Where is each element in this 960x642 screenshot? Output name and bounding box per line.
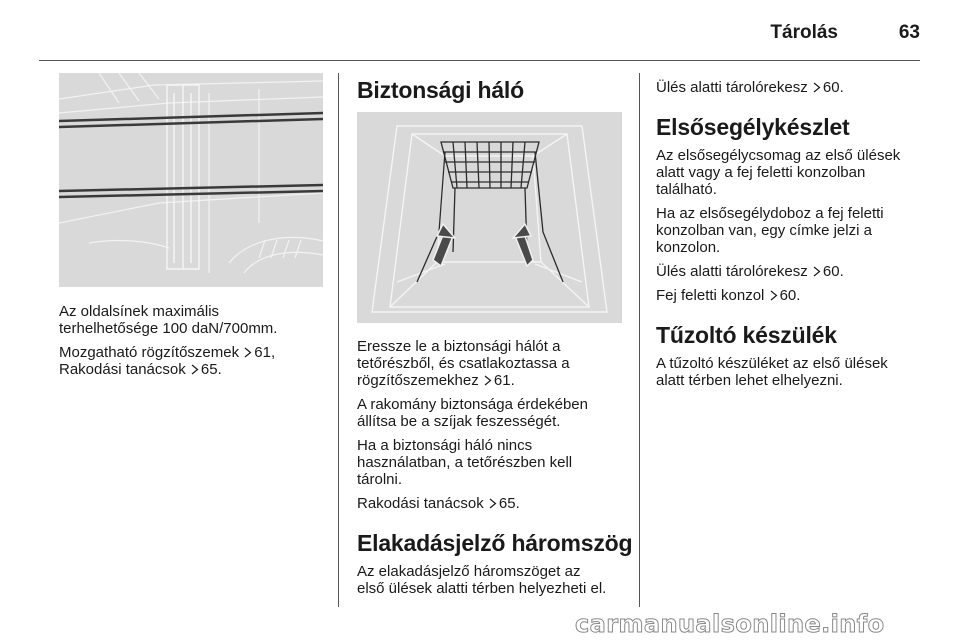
reference-page[interactable]: 65. (200, 361, 222, 378)
text-line: Ülés alatti tárolórekesz (656, 79, 808, 96)
column-3-text (656, 79, 936, 396)
text-line: Eressze le a biztonsági hálót a (357, 338, 561, 355)
cross-reference-arrow-icon (770, 290, 778, 301)
text-line: Mozgatható rögzítőszemek (59, 344, 240, 361)
page-title: Tárolás (770, 22, 838, 43)
text-line: alatt vagy a fej feletti konzolban (656, 164, 866, 181)
cross-reference-arrow-icon (813, 82, 821, 93)
text-line: tetőrészből, és csatlakoztassa a (357, 355, 570, 372)
column-divider-2 (639, 73, 640, 607)
text-line: Az elsősegélycsomag az első ülések (656, 147, 901, 164)
section-heading-first-aid-kit: Elsősegélykészlet (656, 114, 850, 140)
text-line: terhelhetősége 100 daN/700mm. (59, 320, 278, 337)
text-line: első ülések alatti térben helyezheti el. (357, 580, 607, 597)
text-line: Fej feletti konzol (656, 287, 765, 304)
cross-reference-arrow-icon (484, 375, 492, 386)
paragraph-loading-reference (357, 495, 637, 512)
watermark: carmanualsonline.info (575, 610, 885, 638)
text-line: található. (656, 181, 717, 198)
reference-page[interactable]: 61, (254, 344, 276, 361)
column-2-heading (357, 77, 632, 104)
header-divider (39, 60, 920, 61)
safety-net-illustration (357, 112, 622, 323)
reference-page[interactable]: 60. (822, 79, 844, 96)
column-divider-1 (338, 73, 339, 607)
column-2-text (357, 338, 637, 604)
paragraph-warning-triangle (357, 563, 637, 597)
text-line: tárolni. (357, 471, 403, 488)
reference-page[interactable]: 61. (493, 372, 515, 389)
paragraph-first-aid-location (656, 147, 936, 198)
reference-page[interactable]: 65. (498, 495, 520, 512)
paragraph-underseat-reference-2 (656, 263, 936, 280)
paragraph-underseat-reference (656, 79, 936, 96)
text-line: A rakomány biztonsága érdekében (357, 396, 588, 413)
text-line: A tűzoltó készüléket az első ülések (656, 355, 888, 372)
paragraph-strap-tension (357, 396, 637, 430)
paragraph-net-instructions (357, 338, 637, 389)
text-line: Ülés alatti tárolórekesz (656, 263, 808, 280)
paragraph-references (59, 344, 329, 378)
text-line: Rakodási tanácsok (357, 495, 484, 512)
text-line: Az oldalsínek maximális (59, 303, 220, 320)
paragraph-fire-extinguisher (656, 355, 936, 389)
text-line: konzolon. (656, 239, 721, 256)
cross-reference-arrow-icon (244, 347, 252, 358)
section-heading-safety-net: Biztonsági háló (357, 77, 524, 103)
text-line: rögzítőszemekhez (357, 372, 479, 389)
text-line: állítsa be a szíjak feszességét. (357, 413, 561, 430)
reference-page[interactable]: 60. (822, 263, 844, 280)
reference-page[interactable]: 60. (779, 287, 801, 304)
page-number: 63 (898, 22, 920, 43)
cross-reference-arrow-icon (489, 498, 497, 509)
text-line: használatban, a tetőrészben kell (357, 454, 573, 471)
section-heading-warning-triangle: Elakadásjelző háromszög (357, 530, 633, 556)
text-line: Ha az elsősegélydoboz a fej feletti (656, 205, 884, 222)
text-line: alatt térben lehet elhelyezni. (656, 372, 843, 389)
text-line: Ha a biztonsági háló nincs (357, 437, 533, 454)
cross-reference-arrow-icon (191, 364, 199, 375)
side-rail-illustration (59, 73, 323, 287)
paragraph-first-aid-label (656, 205, 936, 256)
paragraph-net-storage (357, 437, 637, 488)
column-1-text (59, 303, 329, 385)
cross-reference-arrow-icon (813, 266, 821, 277)
section-heading-fire-extinguisher: Tűzoltó készülék (656, 322, 837, 348)
text-line: Az elakadásjelző háromszöget az (357, 563, 581, 580)
text-line: konzolban van, egy címke jelzi a (656, 222, 872, 239)
text-line: Rakodási tanácsok (59, 361, 186, 378)
paragraph-overhead-console-reference (656, 287, 936, 304)
paragraph-rail-load (59, 303, 329, 337)
